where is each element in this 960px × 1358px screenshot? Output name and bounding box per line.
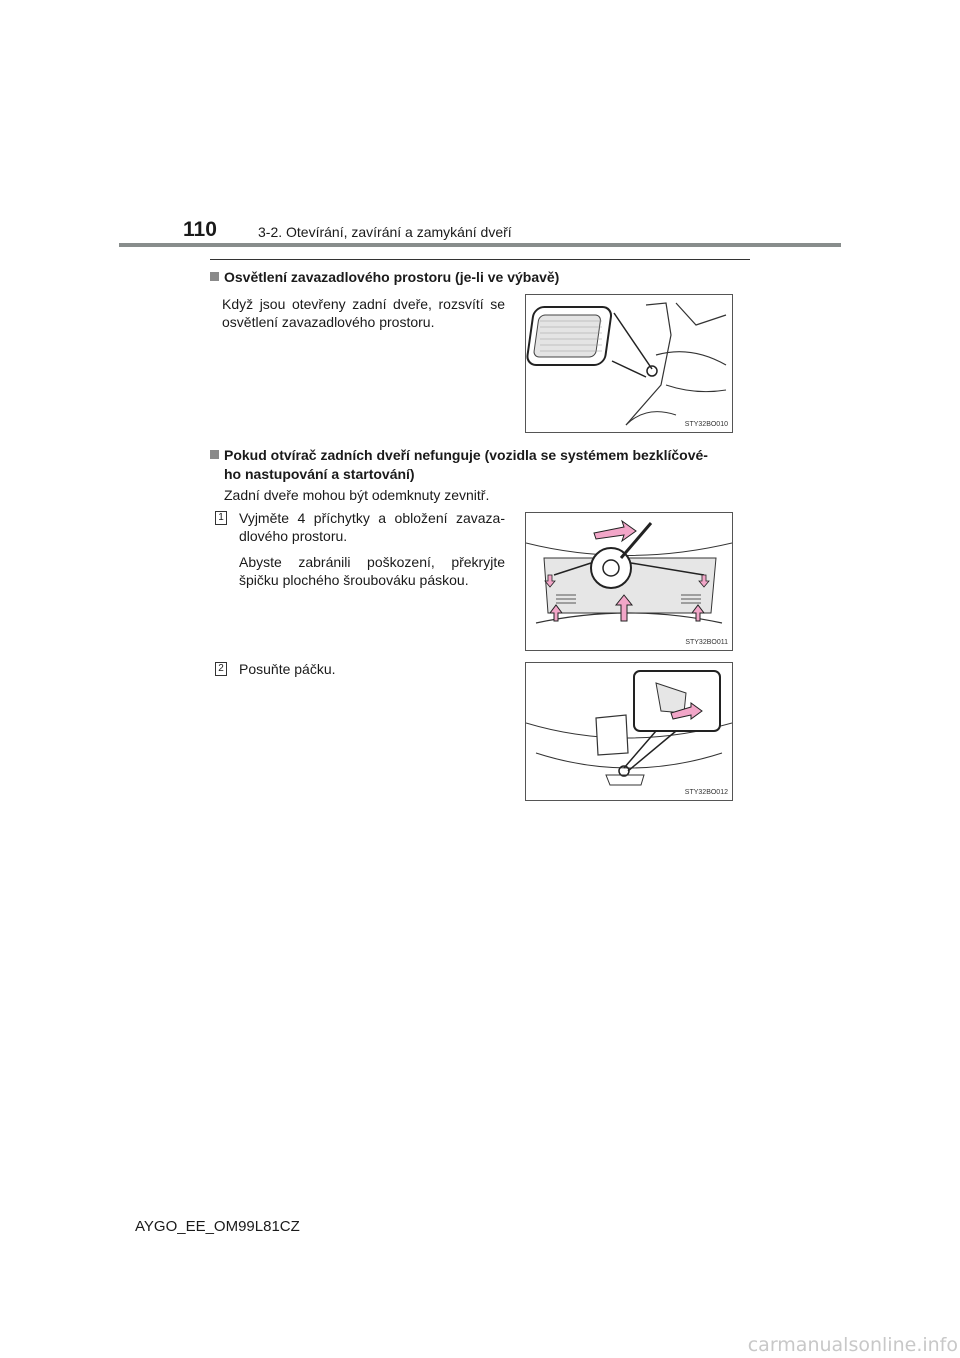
section-intro: Zadní dveře mohou být odemknuty zevnitř.: [224, 487, 490, 503]
step-1-text: Vyjměte 4 příchytky a obložení zavaza-dlového prostoru.: [239, 510, 505, 544]
figure-code: STY32BO011: [685, 639, 728, 646]
figure-code: STY32BO010: [684, 421, 728, 428]
figure-remove-clips: [525, 512, 733, 651]
step-2-text: Posuňte páčku.: [239, 661, 336, 677]
page-number: 110: [183, 218, 217, 241]
section-title: 3-2. Otevírání, zavírání a zamykání dveří: [258, 224, 512, 240]
section-heading-line2: ho nastupování a startování): [224, 466, 415, 482]
trunk-light-text: Když jsou otevřeny zadní dveře, rozsvítí se osvětlení zavazadlového prostoru.: [222, 296, 505, 330]
document-code: AYGO_EE_OM99L81CZ: [135, 1218, 300, 1235]
figure-trunk-light: [525, 294, 733, 433]
watermark-text: carmanualsonline.info: [747, 1334, 958, 1356]
move-lever-illustration: [526, 663, 732, 800]
square-bullet-icon: [210, 450, 219, 459]
step-number-1: 1: [215, 511, 227, 525]
trunk-light-illustration: [526, 295, 732, 432]
figure-move-lever: [525, 662, 733, 801]
section-heading-backdoor-opener: Pokud otvírač zadních dveří nefunguje (vozidla se systémem bezklíčové-: [210, 446, 770, 464]
section-heading-trunk-light: Osvětlení zavazadlového prostoru (je-li ve výbavě): [210, 268, 770, 286]
square-bullet-icon: [210, 272, 219, 281]
figure-code: STY32BO012: [684, 789, 728, 796]
section-divider: [210, 259, 750, 260]
remove-clips-illustration: [526, 513, 732, 650]
header-rule: [119, 243, 841, 247]
step-number-2: 2: [215, 662, 227, 676]
step-1-note: Abyste zabránili poškození, překryjte špičku plochého šroubováku páskou.: [239, 554, 505, 588]
